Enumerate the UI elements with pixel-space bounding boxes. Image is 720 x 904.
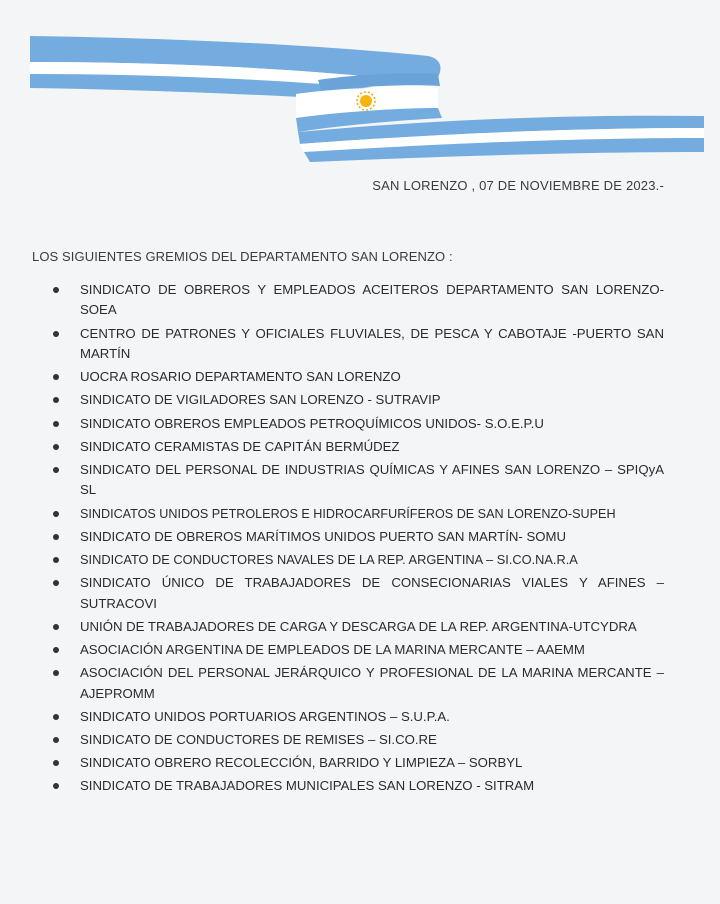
list-item (50, 730, 664, 750)
bullet-icon (53, 374, 59, 380)
union-list (50, 280, 664, 800)
list-item (50, 324, 664, 365)
list-item (50, 573, 664, 614)
union-name: SINDICATO DEL PERSONAL DE INDUSTRIAS QUÍMICAS Y AFINES SAN LORENZO – SPIQyA SL (80, 462, 664, 498)
date-line: SAN LORENZO , 07 DE NOVIEMBRE DE 2023.- (372, 178, 664, 193)
bullet-icon (53, 624, 59, 630)
bullet-icon (53, 783, 59, 789)
union-name: UOCRA ROSARIO DEPARTAMENTO SAN LORENZO (80, 369, 401, 385)
list-item (50, 280, 664, 321)
list-item (50, 776, 664, 796)
bullet-icon (53, 760, 59, 766)
list-item (50, 390, 664, 410)
bullet-icon (53, 557, 59, 563)
bullet-icon (53, 444, 59, 450)
argentine-flag-ribbon (28, 28, 708, 168)
union-name: SINDICATO ÚNICO DE TRABAJADORES DE CONSECIONARIAS VIALES Y AFINES – SUTRACOVI (80, 575, 664, 611)
bullet-icon (53, 421, 59, 427)
list-item (50, 527, 664, 547)
list-item (50, 707, 664, 727)
union-name: SINDICATO OBREROS EMPLEADOS PETROQUÍMICOS UNIDOS- S.O.E.P.U (80, 415, 544, 431)
union-name: ASOCIACIÓN ARGENTINA DE EMPLEADOS DE LA MARINA MERCANTE – AAEMM (80, 642, 585, 658)
bullet-icon (53, 511, 59, 517)
bullet-icon (53, 580, 59, 586)
list-item (50, 663, 664, 704)
list-item (50, 504, 664, 524)
union-name: CENTRO DE PATRONES Y OFICIALES FLUVIALES, DE PESCA Y CABOTAJE -PUERTO SAN MARTÍN (80, 325, 664, 362)
bullet-icon (53, 397, 59, 403)
union-name: SINDICATOS UNIDOS PETROLEROS E HIDROCARFURÍFEROS DE SAN LORENZO-SUPEH (80, 506, 616, 521)
union-name: ASOCIACIÓN DEL PERSONAL JERÁRQUICO Y PROFESIONAL DE LA MARINA MERCANTE – AJEPROMM (80, 665, 664, 701)
bullet-icon (53, 331, 59, 337)
bullet-icon (53, 670, 59, 676)
list-item (50, 367, 664, 387)
list-item (50, 617, 664, 637)
union-name: SINDICATO DE CONDUCTORES DE REMISES – SI.CO.RE (80, 732, 437, 748)
union-name: SINDICATO UNIDOS PORTUARIOS ARGENTINOS – S.U.P.A. (80, 708, 450, 724)
list-item (50, 640, 664, 660)
union-name: SINDICATO OBRERO RECOLECCIÓN, BARRIDO Y LIMPIEZA – SORBYL (80, 755, 523, 771)
list-item (50, 550, 664, 570)
bullet-icon (53, 737, 59, 743)
list-item (50, 414, 664, 434)
union-name: SINDICATO DE OBREROS MARÍTIMOS UNIDOS PUERTO SAN MARTÍN- SOMU (80, 528, 567, 544)
bullet-icon (53, 714, 59, 720)
list-item (50, 753, 664, 773)
sun-of-may-icon (360, 95, 372, 107)
union-name: SINDICATO CERAMISTAS DE CAPITÁN BERMÚDEZ (80, 438, 400, 454)
bullet-icon (53, 287, 59, 293)
union-name: SINDICATO DE CONDUCTORES NAVALES DE LA REP. ARGENTINA – SI.CO.NA.R.A (80, 552, 578, 568)
bullet-icon (53, 647, 59, 653)
union-name: SINDICATO DE OBREROS Y EMPLEADOS ACEITEROS DEPARTAMENTO SAN LORENZO-SOEA (80, 282, 664, 318)
bullet-icon (53, 534, 59, 540)
list-item (50, 437, 664, 457)
intro-text: LOS SIGUIENTES GREMIOS DEL DEPARTAMENTO SAN LORENZO : (32, 249, 453, 264)
union-name: SINDICATO DE TRABAJADORES MUNICIPALES SAN LORENZO - SITRAM (80, 778, 535, 794)
union-name: UNIÓN DE TRABAJADORES DE CARGA Y DESCARGA DE LA REP. ARGENTINA-UTCYDRA (80, 618, 637, 634)
list-item (50, 460, 664, 501)
bullet-icon (53, 467, 59, 473)
union-name: SINDICATO DE VIGILADORES SAN LORENZO - SUTRAVIP (80, 392, 441, 408)
